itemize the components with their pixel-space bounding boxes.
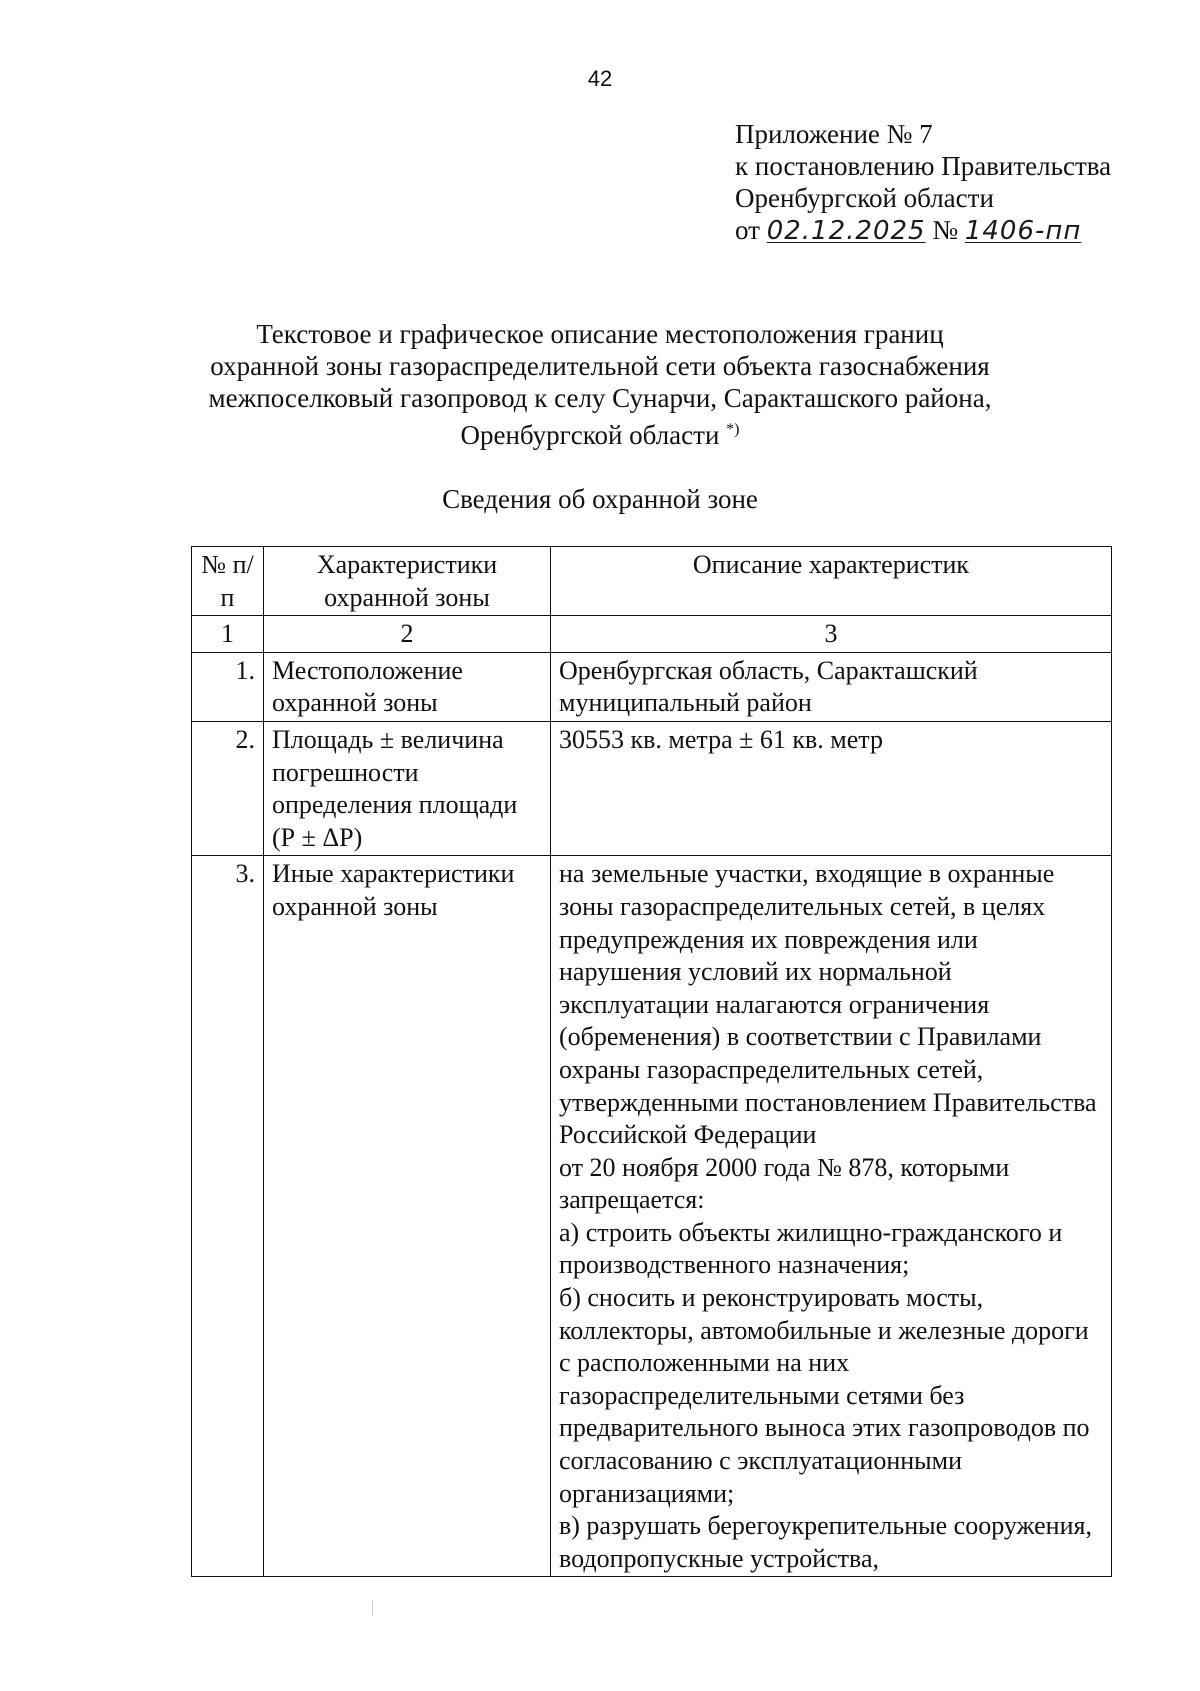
number-prefix: № <box>932 215 959 245</box>
handwritten-date: 02.12.2025 <box>766 216 926 246</box>
column-number-3: 3 <box>551 616 1112 653</box>
row-description <box>551 856 1112 1577</box>
row-characteristic: Площадь ± величина погрешности определения площади (Р ± ΔР) <box>264 721 551 855</box>
column-number-1: 1 <box>192 616 264 653</box>
row-description <box>551 721 1112 855</box>
row-number: 1. <box>192 652 264 721</box>
row-characteristic: Местоположение охранной зоны <box>264 652 551 721</box>
title-line-2: охранной зоны газораспределительной сети объекта газоснабжения <box>210 351 990 381</box>
table-row <box>192 652 1112 721</box>
appendix-line-1: Приложение № 7 <box>735 119 933 149</box>
page-number: 42 <box>587 66 613 91</box>
description-paragraph: от 20 ноября 2000 года № 878, которыми запрещается: <box>559 1152 1010 1215</box>
description-item-b: б) сносить и реконструировать мосты, коллекторы, автомобильные и железные дороги с расположенными на них газораспределительными сетями без предварительного выноса этих газопроводов по согласованию с эксплуатационными организациями; <box>559 1283 1090 1508</box>
handwritten-number: 1406-пп <box>964 216 1082 246</box>
header-description: Описание характеристик <box>551 547 1112 616</box>
header-number: № п/п <box>192 547 264 616</box>
appendix-block <box>735 118 1111 247</box>
row-number: 2. <box>192 721 264 855</box>
appendix-line-2: к постановлению Правительства <box>735 151 1112 181</box>
footnote-mark: *) <box>726 421 740 438</box>
row-characteristic: Иные характеристики охранной зоны <box>264 856 551 1577</box>
column-numbers-row <box>192 616 1112 653</box>
scan-mark <box>372 1600 373 1616</box>
title-line-4-text: Оренбургской области <box>460 420 720 450</box>
appendix-line-3: Оренбургской области <box>735 183 994 213</box>
column-number-2: 2 <box>264 616 551 653</box>
title-line-1: Текстовое и графическое описание местоположения границ <box>256 319 944 349</box>
row-number: 3. <box>192 856 264 1577</box>
description-paragraph: 30553 кв. метра ± 61 кв. метр <box>559 724 883 754</box>
description-paragraph: на земельные участки, входящие в охранные зоны газораспределительных сетей, в целях предупреждения их повреждения или нарушения условий их нормальной эксплуатации налагаются ограничения (обременения) в соответствии с Правилами охраны газораспределительных сетей, утвержденными постановлением Правительства Российской Федерации <box>559 859 1097 1150</box>
zone-info-table <box>191 546 1112 1577</box>
header-characteristic: Характеристики охранной зоны <box>264 547 551 616</box>
date-prefix: от <box>735 215 760 245</box>
table-header-row <box>192 547 1112 616</box>
table-row <box>192 856 1112 1577</box>
table-row <box>192 721 1112 855</box>
document-title <box>100 318 1100 451</box>
appendix-date-line <box>735 214 1111 247</box>
description-paragraph: Оренбургская область, Саракташский муниципальный район <box>559 655 978 718</box>
row-description <box>551 652 1112 721</box>
description-item-v: в) разрушать берегоукрепительные сооружения, водопропускные устройства, <box>559 1511 1092 1573</box>
section-subheading: Сведения об охранной зоне <box>442 484 758 514</box>
description-item-a: а) строить объекты жилищно-гражданского и производственного назначения; <box>559 1217 1063 1280</box>
title-line-3: межпоселковый газопровод к селу Сунарчи, Саракташского района, <box>208 383 992 413</box>
title-line-4 <box>100 414 1100 451</box>
